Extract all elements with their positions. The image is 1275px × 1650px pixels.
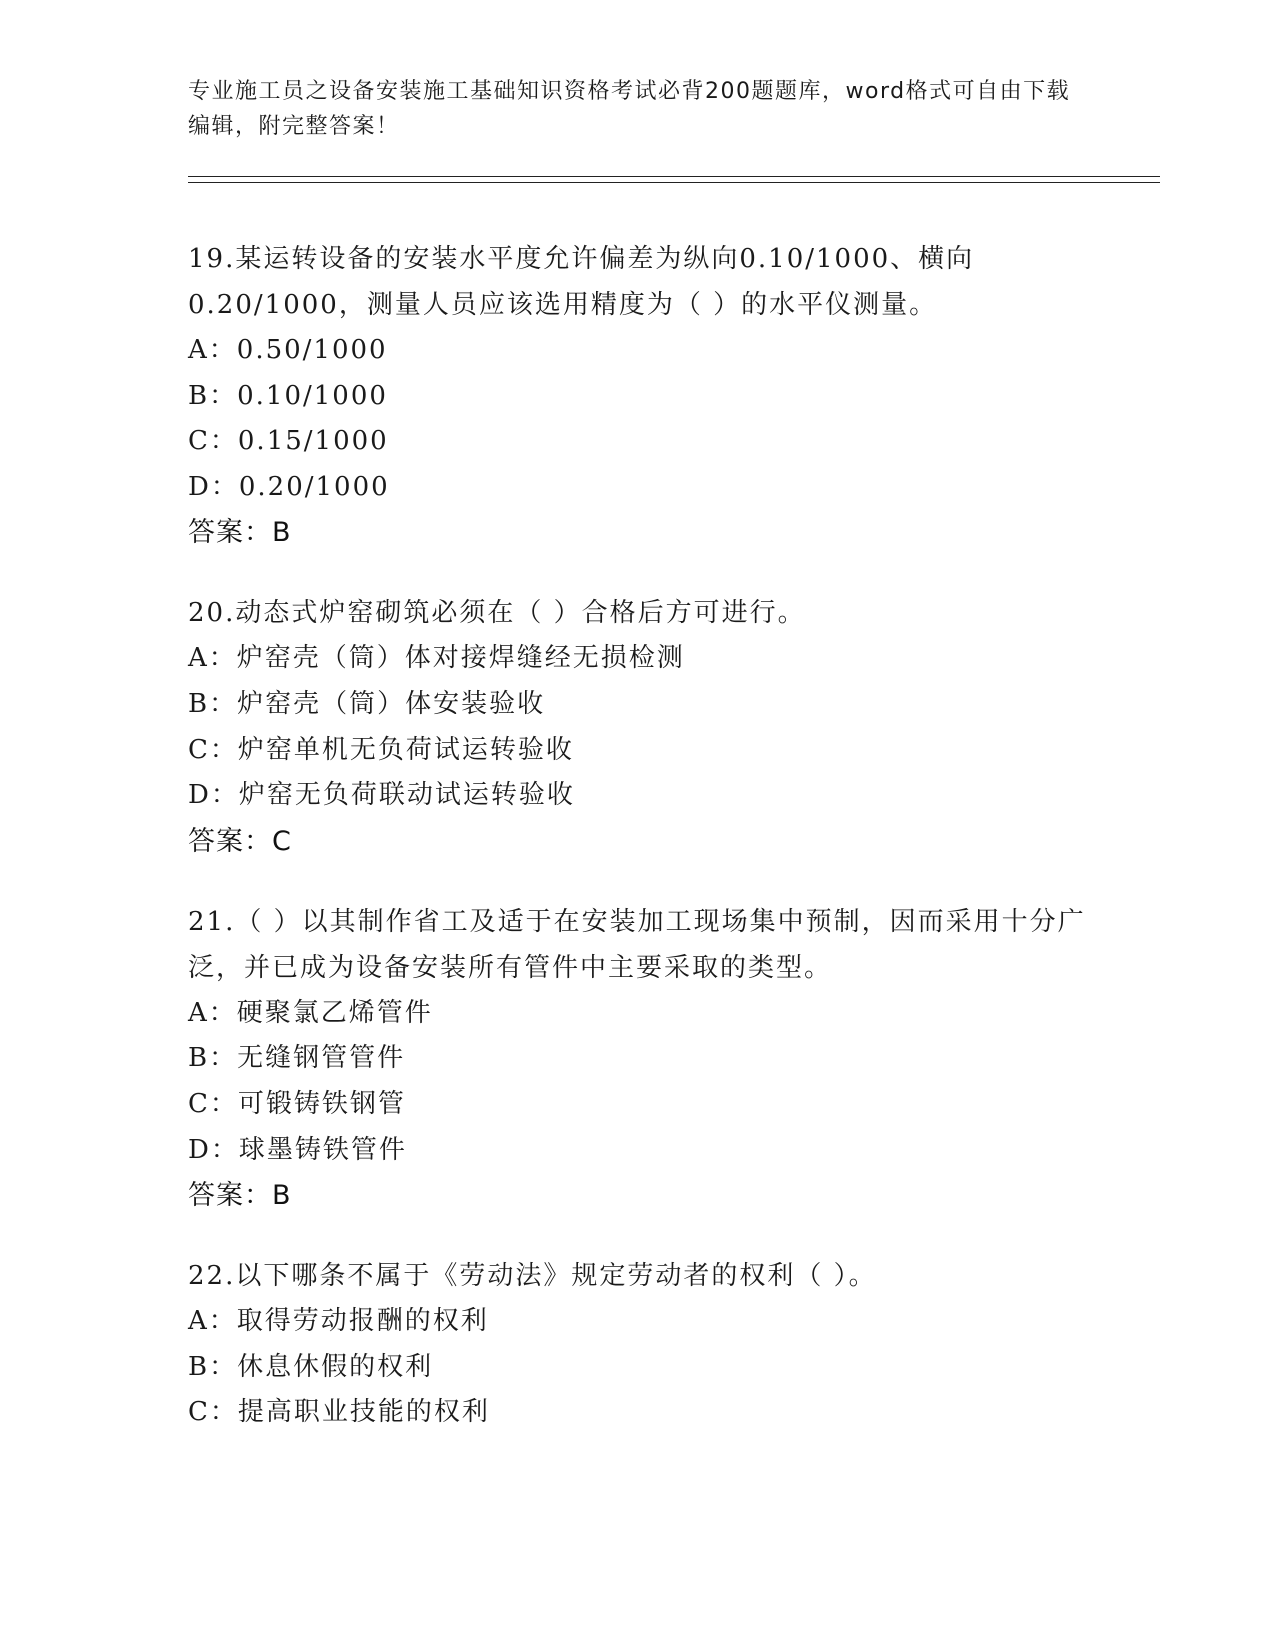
option-c: C：可锻铸铁钢管 bbox=[188, 1088, 406, 1119]
question-stem: 20.动态式炉窑砌筑必须在（ ）合格后方可进行。 bbox=[188, 598, 806, 629]
option-b: B：无缝钢管管件 bbox=[188, 1043, 406, 1074]
question-21 bbox=[188, 899, 1088, 1219]
option-a: A：取得劳动报酬的权利 bbox=[188, 1306, 489, 1337]
option-d: D：球墨铸铁管件 bbox=[188, 1134, 407, 1165]
option-c: C：提高职业技能的权利 bbox=[188, 1397, 490, 1428]
option-d: D：0.20/1000 bbox=[188, 471, 390, 502]
answer: 答案：B bbox=[188, 517, 292, 549]
option-b: B：炉窑壳（筒）体安装验收 bbox=[188, 688, 546, 719]
option-c: C：炉窑单机无负荷试运转验收 bbox=[188, 734, 574, 765]
question-stem: 19.某运转设备的安装水平度允许偏差为纵向0.10/1000、横向0.20/1000，测量人员应该选用精度为（ ）的水平仪测量。 bbox=[188, 244, 975, 320]
option-b: B：0.10/1000 bbox=[188, 380, 388, 411]
option-d: D：炉窑无负荷联动试运转验收 bbox=[188, 780, 575, 811]
question-stem: 21.（ ）以其制作省工及适于在安装加工现场集中预制，因而采用十分广泛，并已成为设备安装所有管件中主要采取的类型。 bbox=[188, 906, 1086, 983]
answer: 答案：B bbox=[188, 1180, 292, 1212]
option-a: A：炉窑壳（筒）体对接焊缝经无损检测 bbox=[188, 643, 685, 674]
header-divider-top bbox=[188, 176, 1160, 177]
question-list bbox=[188, 236, 1088, 1470]
document-header: 专业施工员之设备安装施工基础知识资格考试必背200题题库，word格式可自由下载编辑，附完整答案！ bbox=[188, 79, 1071, 139]
header-divider-bottom bbox=[188, 182, 1160, 183]
option-c: C：0.15/1000 bbox=[188, 426, 389, 457]
option-a: A：0.50/1000 bbox=[188, 335, 388, 365]
option-a: A：硬聚氯乙烯管件 bbox=[188, 997, 433, 1028]
option-b: B：休息休假的权利 bbox=[188, 1351, 434, 1382]
answer: 答案：C bbox=[188, 825, 292, 857]
question-20 bbox=[188, 590, 1088, 864]
question-22 bbox=[188, 1253, 1088, 1436]
question-stem: 22.以下哪条不属于《劳动法》规定劳动者的权利（ ）。 bbox=[188, 1261, 877, 1292]
question-19 bbox=[188, 236, 1088, 556]
